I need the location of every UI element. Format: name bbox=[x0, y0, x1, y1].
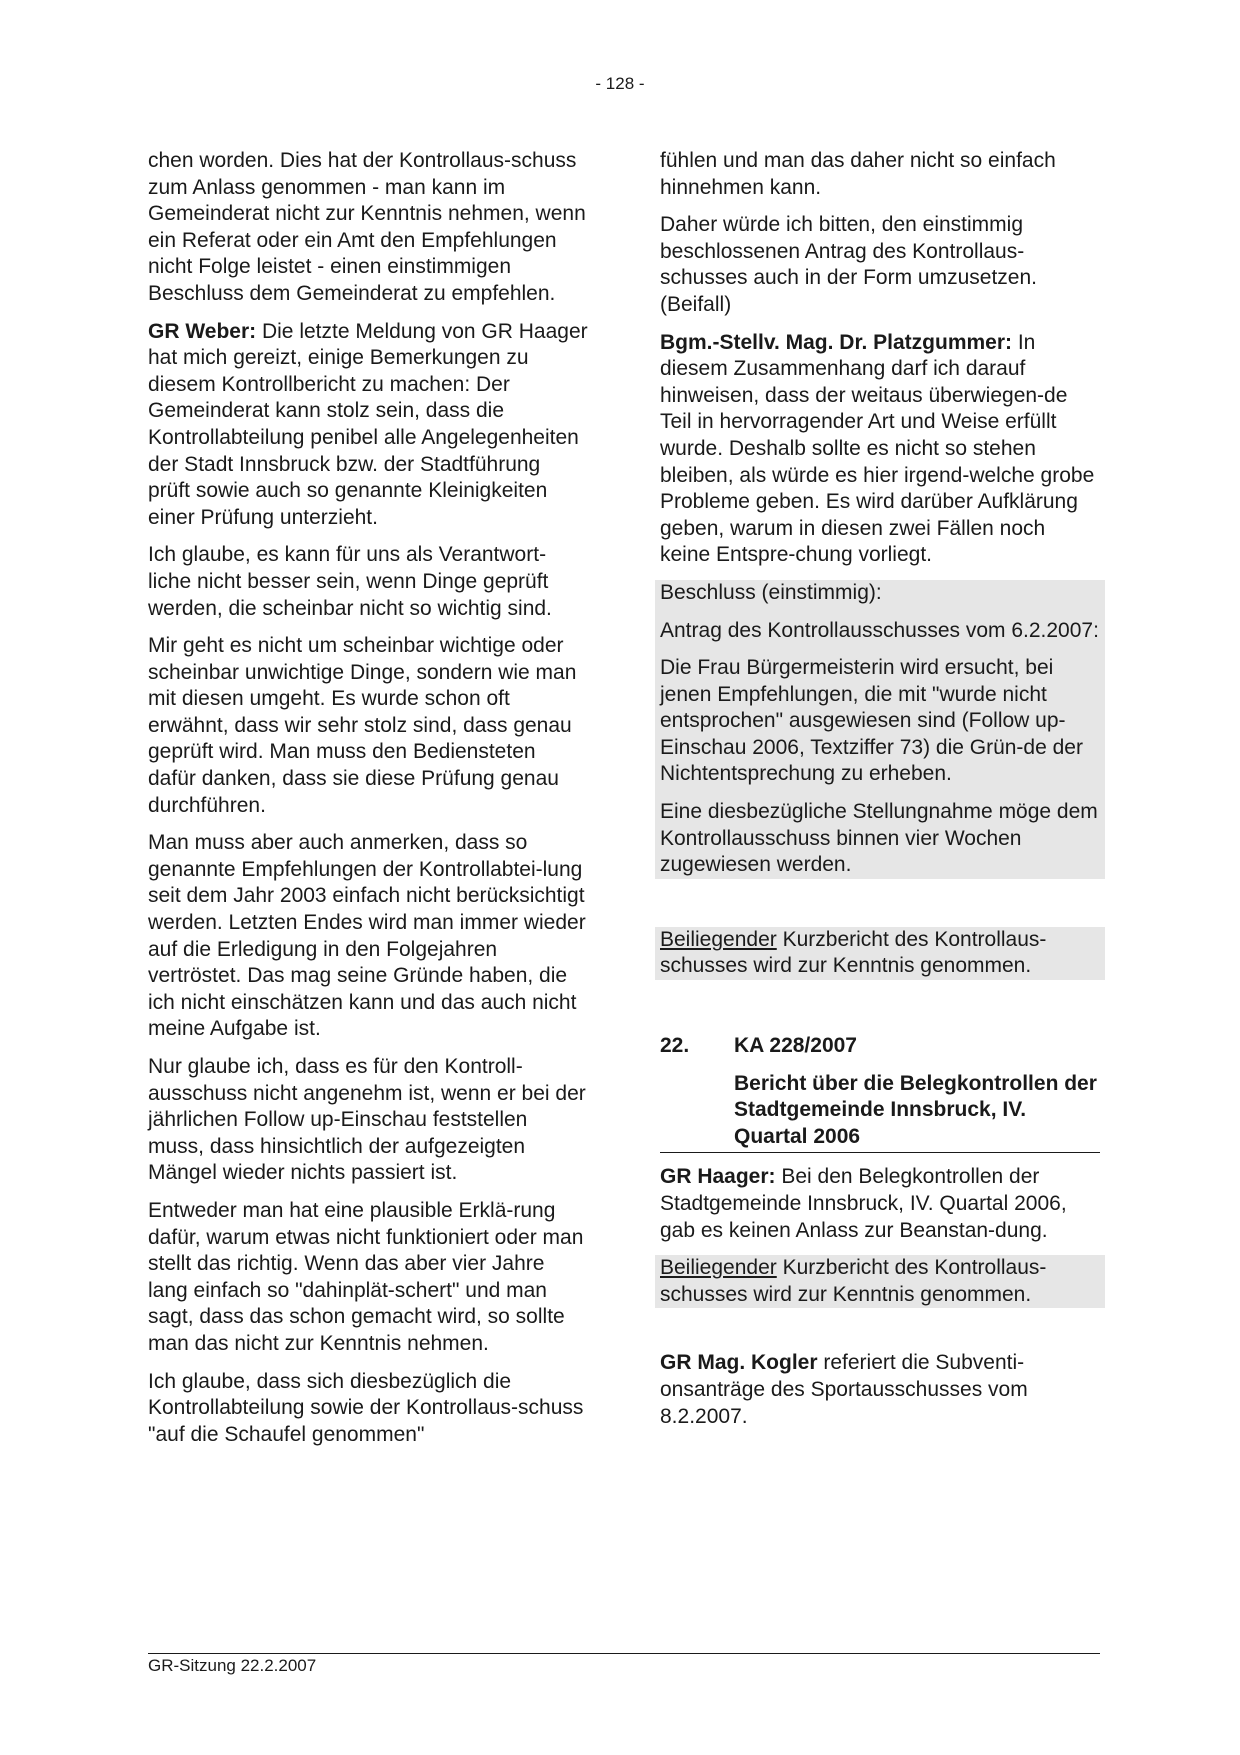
paragraph: Daher würde ich bitten, den einstimmig beschlossenen Antrag des Kontrollaus-schusses auch in der Form umzusetzen. (Beifall) bbox=[660, 213, 1037, 316]
resolution-box bbox=[655, 580, 1105, 879]
underlined-word: Beiliegender bbox=[660, 927, 777, 951]
note-text: Kurzbericht des Kontrollaus-schusses wird zur Kenntnis genommen. bbox=[660, 1256, 1047, 1306]
speaker-name: GR Mag. Kogler bbox=[660, 1351, 818, 1375]
paragraph: Ich glaube, dass sich diesbezüglich die Kontrollabteilung sowie der Kontrollaus-schuss "auf die Schaufel genommen" bbox=[148, 1369, 584, 1446]
paragraph bbox=[660, 330, 1100, 569]
resolution-title: Beschluss (einstimmig): bbox=[660, 580, 882, 604]
agenda-code: KA 228/2007 bbox=[734, 1034, 857, 1058]
paragraph: fühlen und man das daher nicht so einfach hinnehmen kann. bbox=[660, 149, 1056, 199]
footer-text: GR-Sitzung 22.2.2007 bbox=[148, 1656, 317, 1675]
acknowledgement-note bbox=[655, 927, 1105, 980]
paragraph: Ich glaube, es kann für uns als Verantwort-liche nicht besser sein, wenn Dinge geprüft werden, die scheinbar nicht so wichtig sind. bbox=[148, 543, 552, 620]
agenda-number: 22. bbox=[660, 1034, 690, 1058]
speaker-name: Bgm.-Stellv. Mag. Dr. Platzgummer: bbox=[660, 330, 1013, 354]
agenda-item bbox=[660, 1033, 1100, 1153]
speaker-name: GR Weber: bbox=[148, 319, 257, 343]
page-number: - 128 - bbox=[595, 74, 645, 93]
acknowledgement-note bbox=[655, 1255, 1105, 1308]
paragraph bbox=[148, 319, 588, 532]
speech-text: Die letzte Meldung von GR Haager hat mich gereizt, einige Bemerkungen zu diesem Kontrollbericht zu machen: Der Gemeinderat kann stolz sein, dass die Kontrollabteilung penibel alle Angelegenheiten der Stadt Innsbruck bzw. der Stadtführung prüft sowie auch so genannte Kleinigkeiten einer Prüfung unterzieht. bbox=[148, 319, 588, 529]
note-text: Kurzbericht des Kontrollaus-schusses wird zur Kenntnis genommen. bbox=[660, 927, 1047, 978]
speech-text: Bei den Belegkontrollen der Stadtgemeinde Innsbruck, IV. Quartal 2006, gab es keinen Anlass zur Beanstan-dung. bbox=[660, 1165, 1067, 1242]
underlined-word: Beiliegender bbox=[660, 1256, 777, 1280]
paragraph bbox=[660, 1350, 1100, 1430]
resolution-paragraph: Eine diesbezügliche Stellungnahme möge dem Kontrollausschuss binnen vier Wochen zugewiesen werden. bbox=[660, 800, 1098, 877]
speaker-name: GR Haager: bbox=[660, 1165, 776, 1189]
paragraph: Man muss aber auch anmerken, dass so genannte Empfehlungen der Kontrollabtei-lung seit dem Jahr 2003 einfach nicht berücksichtigt werden. Letzten Endes wird man immer wieder auf die Erledigung in den Folgejahren vertröstet. Das mag seine Gründe haben, die ich nicht einschätzen kann und das auch nicht meine Aufgabe ist. bbox=[148, 831, 586, 1041]
speech-text: referiert die Subventi-onsanträge des Sportausschusses vom 8.2.2007. bbox=[660, 1351, 1028, 1428]
agenda-title: Bericht über die Belegkontrollen der Stadtgemeinde Innsbruck, IV. Quartal 2006 bbox=[734, 1071, 1097, 1148]
resolution-paragraph: Antrag des Kontrollausschusses vom 6.2.2007: bbox=[660, 618, 1099, 642]
paragraph bbox=[660, 1164, 1100, 1244]
resolution-paragraph: Die Frau Bürgermeisterin wird ersucht, bei jenen Empfehlungen, die mit "wurde nicht entsprochen" ausgewiesen sind (Follow up-Einschau 2006, Textziffer 73) die Grün-de der Nichtentsprechung zu erheben. bbox=[660, 656, 1083, 786]
paragraph: chen worden. Dies hat der Kontrollaus-schuss zum Anlass genommen - man kann im Gemeinderat nicht zur Kenntnis nehmen, wenn ein Referat oder ein Amt den Empfehlungen nicht Folge leistet - einen einstimmigen Beschluss dem Gemeinderat zu empfehlen. bbox=[148, 149, 586, 305]
paragraph: Mir geht es nicht um scheinbar wichtige oder scheinbar unwichtige Dinge, sondern wie man mit diesen umgeht. Es wurde schon oft erwähnt, dass wir sehr stolz sind, dass genau geprüft wird. Man muss den Bediensteten dafür danken, dass sie diese Prüfung genau durchführen. bbox=[148, 634, 577, 817]
speech-text: In diesem Zusammenhang darf ich darauf hinweisen, dass der weitaus überwiegen-de Teil in hervorragender Art und Weise erfüllt wurde. Deshalb sollte es nicht so stehen bleiben, als würde es hier irgend-welche grobe Probleme geben. Es wird darüber Aufklärung geben, warum in diesen zwei Fällen noch keine Entspre-chung vorliegt. bbox=[660, 330, 1095, 567]
divider bbox=[660, 1152, 1100, 1153]
paragraph: Nur glaube ich, dass es für den Kontroll-ausschuss nicht angenehm ist, wenn er bei der jährlichen Follow up-Einschau feststellen muss, dass hinsichtlich der aufgezeigten Mängel wieder nichts passiert ist. bbox=[148, 1055, 586, 1185]
paragraph: Entweder man hat eine plausible Erklä-rung dafür, warum etwas nicht funktioniert oder man stellt das richtig. Wenn das aber vier Jahre lang einfach so "dahinplät-schert" und man sagt, dass das schon gemacht wird, so sollte man das nicht zur Kenntnis nehmen. bbox=[148, 1198, 584, 1355]
footer-divider bbox=[148, 1653, 1100, 1654]
left-column bbox=[148, 148, 588, 1459]
right-column bbox=[660, 148, 1100, 1441]
